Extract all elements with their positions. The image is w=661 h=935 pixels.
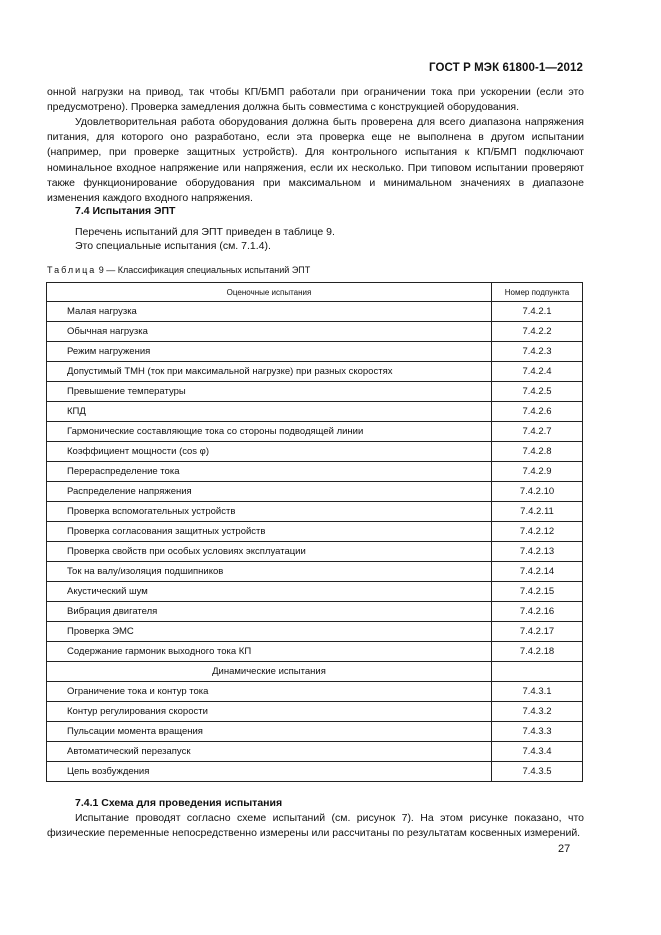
subclause-number-cell: 7.4.2.15 xyxy=(492,582,583,602)
subclause-number-cell: 7.4.2.16 xyxy=(492,602,583,622)
subsection-text: Испытание проводят согласно схеме испытаний (см. рисунок 7). На этом рисунке показано, что физические переменные непосредственно измерены или рассчитаны по результатам косвенных измерений. xyxy=(47,812,584,840)
subsection-title: 7.4.1 Схема для проведения испытания xyxy=(75,797,283,809)
document-header: ГОСТ Р МЭК 61800-1—2012 xyxy=(429,62,583,74)
table-row xyxy=(47,342,583,362)
test-name-cell: Автоматический перезапуск xyxy=(47,742,492,762)
empty-cell xyxy=(492,662,583,682)
subclause-number-cell: 7.4.3.4 xyxy=(492,742,583,762)
test-name-cell: Содержание гармоник выходного тока КП xyxy=(47,642,492,662)
table-row xyxy=(47,322,583,342)
table-header-row xyxy=(47,283,583,302)
table-caption-label: Таблица xyxy=(47,265,97,275)
table-caption xyxy=(47,265,310,275)
test-name-cell: Ограничение тока и контур тока xyxy=(47,682,492,702)
table-row xyxy=(47,422,583,442)
col-header-number: Номер подпункта xyxy=(492,283,583,302)
table-row xyxy=(47,502,583,522)
test-name-cell: Допустимый ТМН (ток при максимальной нагрузке) при разных скоростях xyxy=(47,362,492,382)
test-name-cell: Ток на валу/изоляция подшипников xyxy=(47,562,492,582)
test-name-cell: Пульсации момента вращения xyxy=(47,722,492,742)
subclause-number-cell: 7.4.3.2 xyxy=(492,702,583,722)
test-name-cell: Проверка свойств при особых условиях эксплуатации xyxy=(47,542,492,562)
subclause-number-cell: 7.4.2.4 xyxy=(492,362,583,382)
table-row xyxy=(47,582,583,602)
test-name-cell: Акустический шум xyxy=(47,582,492,602)
test-name-cell: Обычная нагрузка xyxy=(47,322,492,342)
test-name-cell: Вибрация двигателя xyxy=(47,602,492,622)
table-row xyxy=(47,402,583,422)
table-row xyxy=(47,562,583,582)
test-name-cell: Распределение напряжения xyxy=(47,482,492,502)
subclause-number-cell: 7.4.2.14 xyxy=(492,562,583,582)
test-name-cell: Малая нагрузка xyxy=(47,302,492,322)
table-caption-text: 9 — Классификация специальных испытаний ЭПТ xyxy=(96,265,311,275)
paragraph-continued: онной нагрузки на привод, так чтобы КП/БМП работали при ограничении тока при ускорении (если это предусмотрено). Проверка замедления должна быть совместима с конструкцией оборудования. xyxy=(47,86,584,114)
table-row xyxy=(47,702,583,722)
table-row xyxy=(47,682,583,702)
subclause-number-cell: 7.4.2.17 xyxy=(492,622,583,642)
test-name-cell: Режим нагружения xyxy=(47,342,492,362)
subclause-number-cell: 7.4.2.3 xyxy=(492,342,583,362)
subclause-number-cell: 7.4.2.1 xyxy=(492,302,583,322)
dynamic-tests-header: Динамические испытания xyxy=(47,662,492,682)
subclause-number-cell: 7.4.3.3 xyxy=(492,722,583,742)
subclause-number-cell: 7.4.2.10 xyxy=(492,482,583,502)
test-name-cell: Цепь возбуждения xyxy=(47,762,492,782)
table-row xyxy=(47,602,583,622)
subclause-number-cell: 7.4.2.6 xyxy=(492,402,583,422)
page-number: 27 xyxy=(558,843,571,855)
table-row xyxy=(47,622,583,642)
test-name-cell: Контур регулирования скорости xyxy=(47,702,492,722)
subclause-number-cell: 7.4.2.12 xyxy=(492,522,583,542)
table-section-row xyxy=(47,662,583,682)
table-row xyxy=(47,482,583,502)
test-name-cell: Превышение температуры xyxy=(47,382,492,402)
test-name-cell: Перераспределение тока xyxy=(47,462,492,482)
subclause-number-cell: 7.4.2.18 xyxy=(492,642,583,662)
test-name-cell: Гармонические составляющие тока со стороны подводящей линии xyxy=(47,422,492,442)
table-body xyxy=(47,302,583,782)
subclause-number-cell: 7.4.2.8 xyxy=(492,442,583,462)
subclause-number-cell: 7.4.3.1 xyxy=(492,682,583,702)
col-header-tests: Оценочные испытания xyxy=(47,283,492,302)
table-row xyxy=(47,762,583,782)
paragraph-voltage: Удовлетворительная работа оборудования должна быть проверена для всего диапазона напряжения питания, для которого оно разработано, если эта проверка еще не выполнена в другом испытании (например, при проверке защитных устройств). Для контрольного испытания к КП/БМП подключают номинальное входное напряжение или напряжения, если их несколько. При типовом испытании проверяют также функционирование оборудования при максимальном и минимальном значениях в диапазоне изменения каждого входного напряжения. xyxy=(47,116,584,205)
table-row xyxy=(47,362,583,382)
test-name-cell: Проверка ЭМС xyxy=(47,622,492,642)
table-row xyxy=(47,462,583,482)
table-row xyxy=(47,302,583,322)
section-line-1: Перечень испытаний для ЭПТ приведен в таблице 9. xyxy=(75,226,335,238)
table-row xyxy=(47,722,583,742)
test-name-cell: Проверка вспомогательных устройств xyxy=(47,502,492,522)
table-row xyxy=(47,742,583,762)
table-row xyxy=(47,442,583,462)
subclause-number-cell: 7.4.2.9 xyxy=(492,462,583,482)
subclause-number-cell: 7.4.2.2 xyxy=(492,322,583,342)
test-name-cell: Проверка согласования защитных устройств xyxy=(47,522,492,542)
subclause-number-cell: 7.4.2.13 xyxy=(492,542,583,562)
table-row xyxy=(47,522,583,542)
subclause-number-cell: 7.4.2.5 xyxy=(492,382,583,402)
table-row xyxy=(47,642,583,662)
section-line-2: Это специальные испытания (см. 7.1.4). xyxy=(75,240,271,252)
test-name-cell: КПД xyxy=(47,402,492,422)
table-row xyxy=(47,542,583,562)
subclause-number-cell: 7.4.2.11 xyxy=(492,502,583,522)
tests-table xyxy=(46,282,583,782)
subclause-number-cell: 7.4.2.7 xyxy=(492,422,583,442)
section-title: 7.4 Испытания ЭПТ xyxy=(75,205,176,217)
subclause-number-cell: 7.4.3.5 xyxy=(492,762,583,782)
table-row xyxy=(47,382,583,402)
test-name-cell: Коэффициент мощности (cos φ) xyxy=(47,442,492,462)
